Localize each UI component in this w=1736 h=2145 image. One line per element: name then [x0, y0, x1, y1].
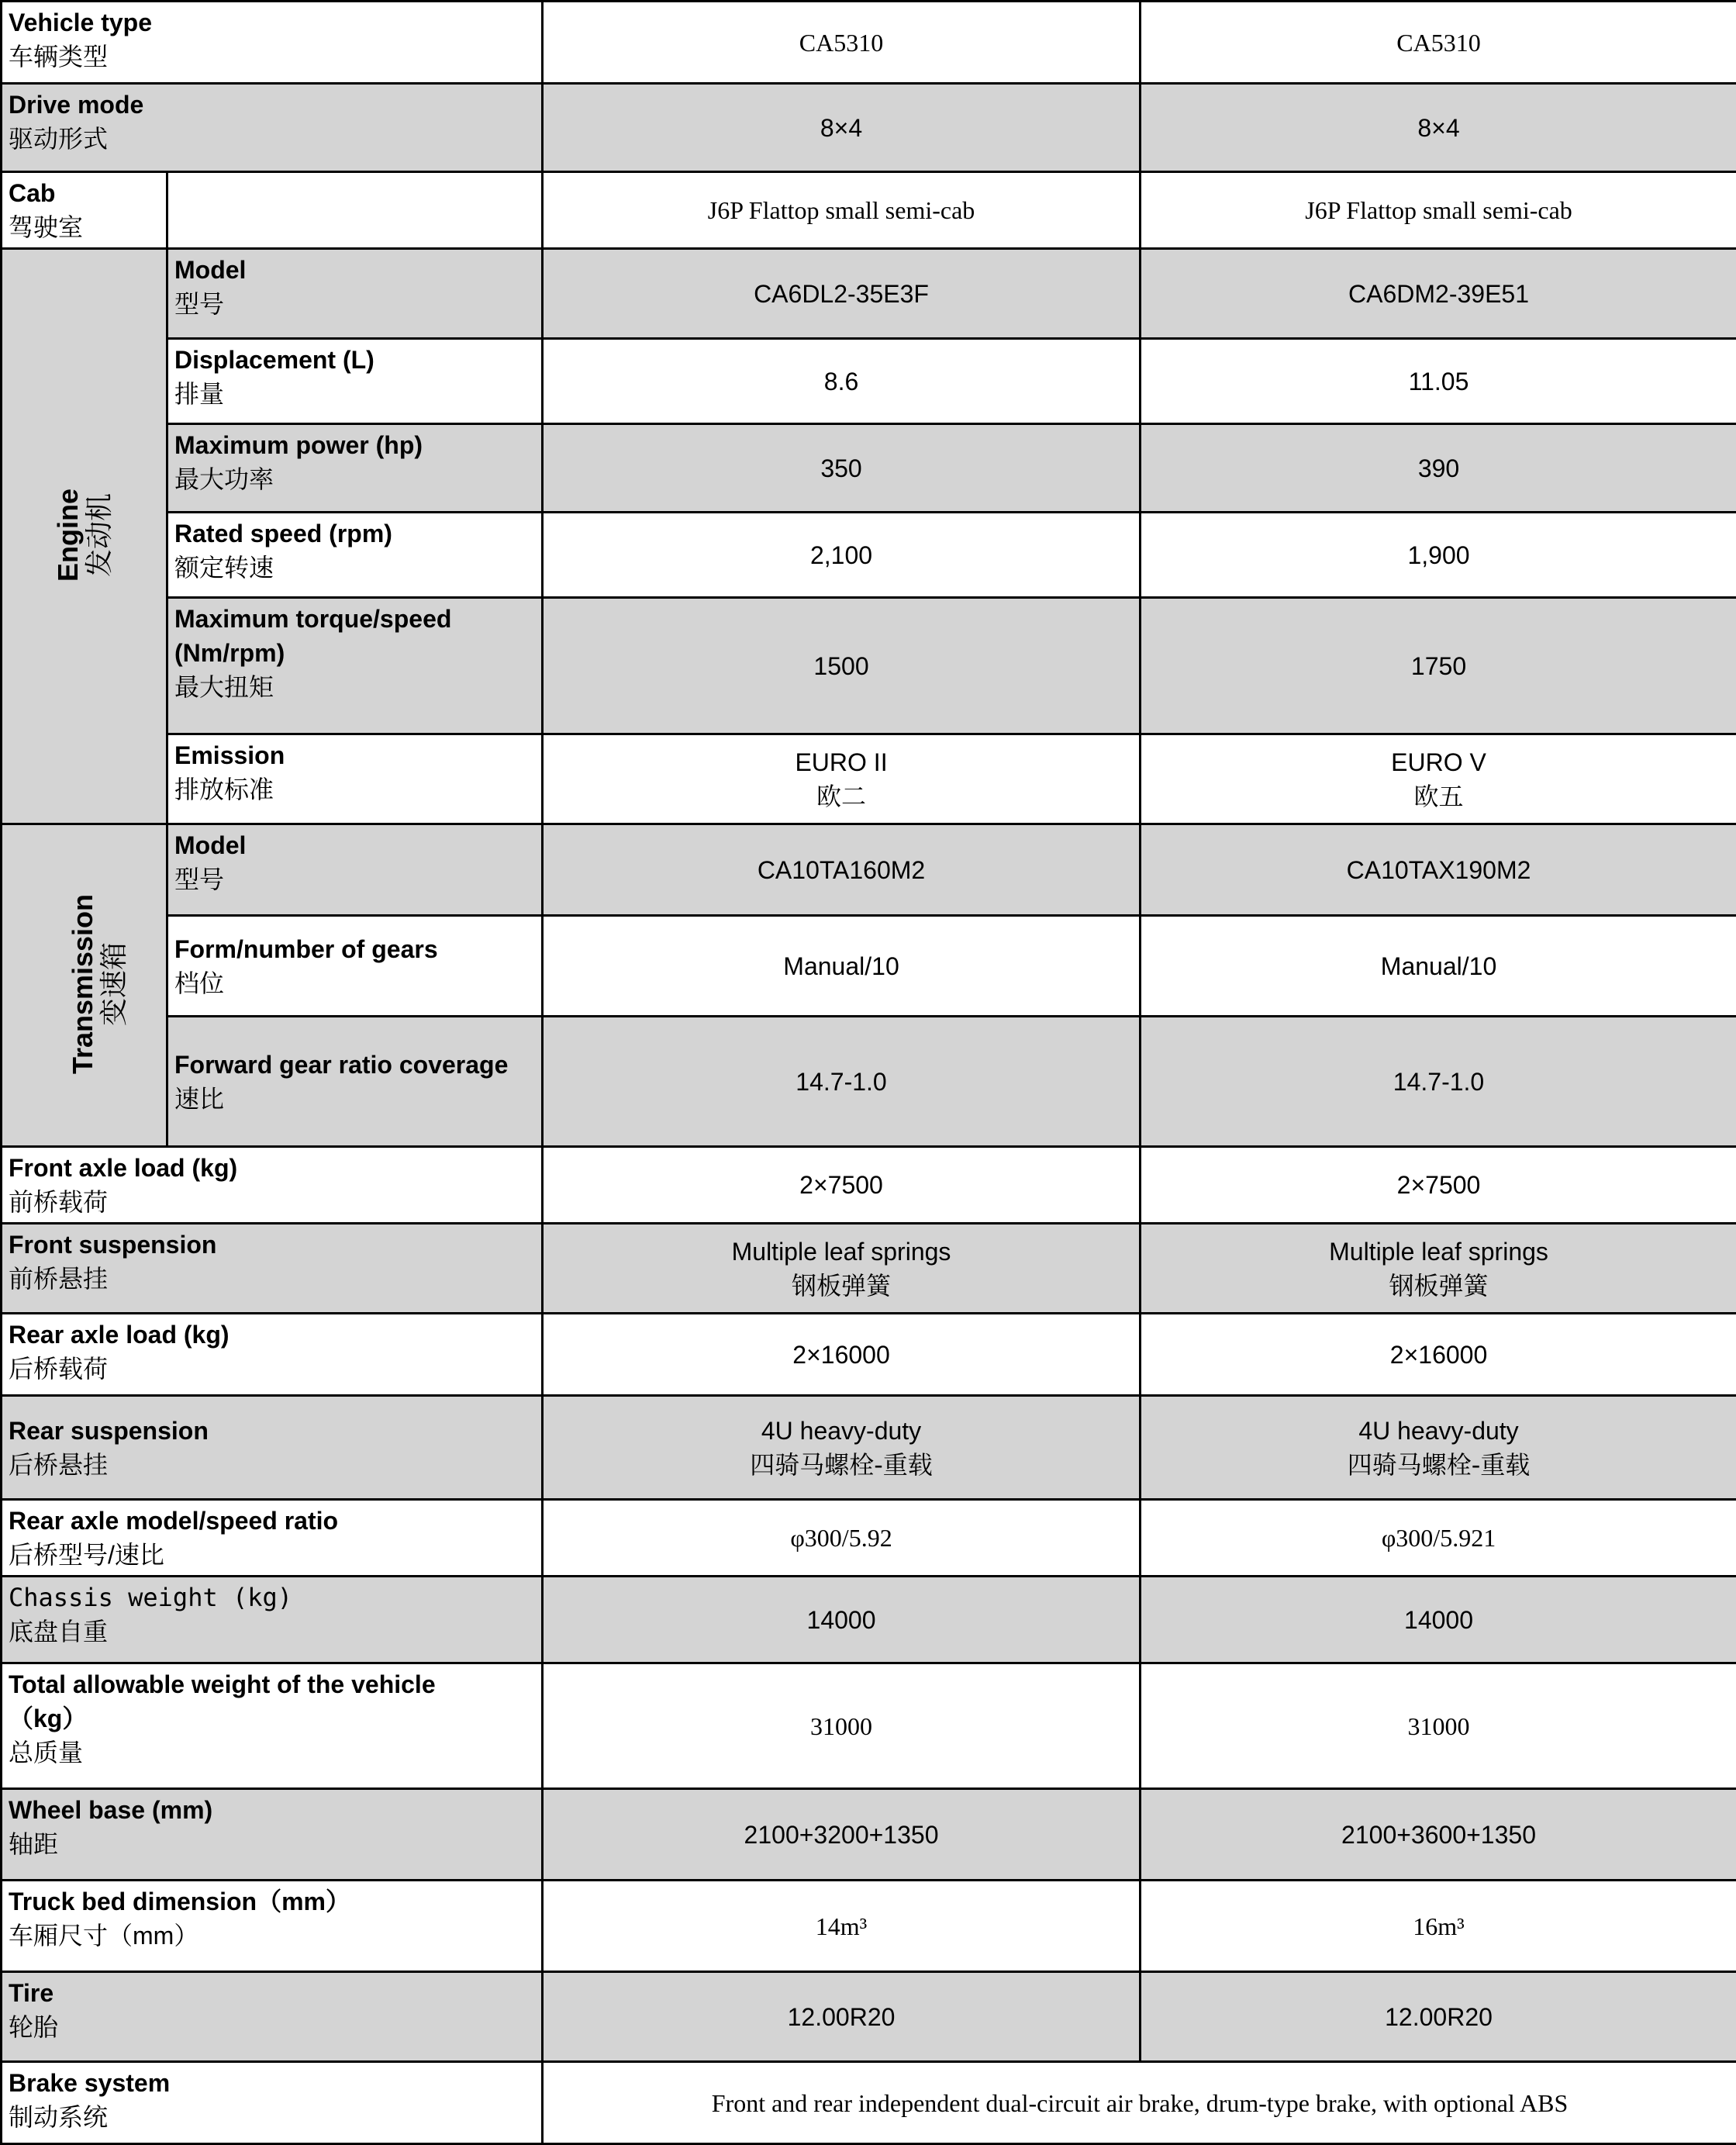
label-cn: 驾驶室: [9, 210, 160, 244]
rear-suspension-value-1-cn: 四骑马螺栓-重载: [550, 1448, 1133, 1482]
label-cn: 额定转速: [174, 551, 535, 585]
truck-bed-value-1: 14m³: [543, 1881, 1141, 1972]
chassis-weight-label: [2, 1577, 543, 1663]
row-transmission-model: [2, 824, 1736, 916]
row-front-suspension: [2, 1224, 1736, 1314]
tire-value-1: 12.00R20: [543, 1972, 1141, 2062]
rear-axle-model-value-1: φ300/5.92: [543, 1500, 1141, 1577]
rear-axle-load-label: [2, 1314, 543, 1396]
rated-speed-value-2: 1,900: [1141, 513, 1736, 598]
brake-system-label: [2, 2062, 543, 2144]
row-tire: [2, 1972, 1736, 2062]
front-suspension-label: [2, 1224, 543, 1314]
truck-bed-label: [2, 1881, 543, 1972]
label-en: Vehicle type: [9, 5, 535, 40]
label-cn: 排量: [174, 377, 535, 411]
label-cn: 底盘自重: [9, 1615, 535, 1649]
label-cn: 前桥悬挂: [9, 1262, 535, 1296]
label-en: Rear axle model/speed ratio: [9, 1504, 535, 1538]
engine-model-label: [167, 249, 543, 339]
label-cn: 前桥载荷: [9, 1185, 535, 1219]
row-engine-model: [2, 249, 1736, 339]
total-weight-label: [2, 1663, 543, 1789]
label-en: Maximum torque/speed: [174, 602, 535, 636]
label-cn: 后桥型号/速比: [9, 1538, 535, 1572]
front-suspension-value-2-en: Multiple leaf springs: [1329, 1238, 1548, 1266]
row-drive-mode: [2, 84, 1736, 172]
rear-axle-model-value-2: φ300/5.921: [1141, 1500, 1736, 1577]
drive-mode-value-1: 8×4: [543, 84, 1141, 172]
gear-ratio-value-1: 14.7-1.0: [543, 1017, 1141, 1147]
label-cn: 后桥载荷: [9, 1352, 535, 1386]
wheel-base-value-2: 2100+3600+1350: [1141, 1789, 1736, 1881]
row-wheel-base: [2, 1789, 1736, 1881]
cab-value-2: J6P Flattop small semi-cab: [1141, 172, 1736, 249]
row-brake-system: [2, 2062, 1736, 2144]
front-suspension-value-1-en: Multiple leaf springs: [732, 1238, 951, 1266]
rear-suspension-value-2-en: 4U heavy-duty: [1358, 1417, 1518, 1445]
label-en: Model: [174, 828, 535, 862]
rated-speed-label: [167, 513, 543, 598]
engine-model-value-1: CA6DL2-35E3F: [543, 249, 1141, 339]
tire-label: [2, 1972, 543, 2062]
label-cn: 车辆类型: [9, 40, 535, 74]
gears-value-2: Manual/10: [1141, 916, 1736, 1017]
rear-axle-load-value-2: 2×16000: [1141, 1314, 1736, 1396]
row-rated-speed: [2, 513, 1736, 598]
row-rear-suspension: [2, 1396, 1736, 1500]
front-suspension-value-1-cn: 钢板弹簧: [550, 1269, 1133, 1303]
group-en: Engine: [53, 489, 84, 582]
wheel-base-value-1: 2100+3200+1350: [543, 1789, 1141, 1881]
label-en: Model: [174, 253, 535, 287]
vehicle-type-label: [2, 2, 543, 84]
label-en: Displacement (L): [174, 343, 535, 377]
max-power-label: [167, 424, 543, 513]
rear-suspension-label: [2, 1396, 543, 1500]
row-chassis-weight: [2, 1577, 1736, 1663]
label-cn: 排放标准: [174, 772, 535, 807]
label-cn: 轮胎: [9, 2010, 535, 2044]
front-suspension-value-2: [1141, 1224, 1736, 1314]
max-torque-value-2: 1750: [1141, 598, 1736, 734]
gears-value-1: Manual/10: [543, 916, 1141, 1017]
label-cn: 型号: [174, 287, 535, 321]
label-en: Rear axle load (kg): [9, 1318, 535, 1352]
label-en: Emission: [174, 738, 535, 772]
max-torque-label: [167, 598, 543, 734]
label-en: Cab: [9, 176, 160, 210]
label-en: Tire: [9, 1976, 535, 2010]
row-cab: [2, 172, 1736, 249]
wheel-base-label: [2, 1789, 543, 1881]
truck-bed-value-2: 16m³: [1141, 1881, 1736, 1972]
row-emission: [2, 734, 1736, 824]
rear-axle-load-value-1: 2×16000: [543, 1314, 1141, 1396]
label-cn: 车厢尺寸（mm）: [9, 1919, 535, 1953]
gears-label: [167, 916, 543, 1017]
label-en: Total allowable weight of the vehicle: [9, 1667, 535, 1701]
max-power-value-2: 390: [1141, 424, 1736, 513]
label-cn: 驱动形式: [9, 122, 535, 156]
label-cn: 轴距: [9, 1827, 535, 1861]
transmission-group-label: [2, 824, 167, 1147]
row-gear-ratio: [2, 1017, 1736, 1147]
label-en: Front axle load (kg): [9, 1151, 535, 1185]
max-torque-value-1: 1500: [543, 598, 1141, 734]
front-suspension-value-2-cn: 钢板弹簧: [1148, 1269, 1730, 1303]
engine-model-value-2: CA6DM2-39E51: [1141, 249, 1736, 339]
label-cn: 后桥悬挂: [9, 1448, 535, 1482]
label-cn: 最大功率: [174, 462, 535, 496]
vehicle-type-value-2: CA5310: [1141, 2, 1736, 84]
total-weight-value-2: 31000: [1141, 1663, 1736, 1789]
group-cn: 变速箱: [98, 894, 129, 1074]
brake-system-value: Front and rear independent dual-circuit air brake, drum-type brake, with optional ABS: [543, 2062, 1736, 2144]
label-en: Front suspension: [9, 1228, 535, 1262]
emission-value-2-cn: 欧五: [1148, 779, 1730, 813]
transmission-model-value-2: CA10TAX190M2: [1141, 824, 1736, 916]
rear-suspension-value-1-en: 4U heavy-duty: [761, 1417, 921, 1445]
row-vehicle-type: [2, 2, 1736, 84]
row-rear-axle-load: [2, 1314, 1736, 1396]
rear-suspension-value-2-cn: 四骑马螺栓-重载: [1148, 1448, 1730, 1482]
row-front-axle-load: [2, 1147, 1736, 1224]
label-cn: 型号: [174, 862, 535, 896]
gear-ratio-value-2: 14.7-1.0: [1141, 1017, 1736, 1147]
drive-mode-label: [2, 84, 543, 172]
label-en: Rated speed (rpm): [174, 516, 535, 551]
group-en: Transmission: [67, 894, 98, 1074]
front-axle-load-label: [2, 1147, 543, 1224]
engine-group-label: [2, 249, 167, 824]
drive-mode-value-2: 8×4: [1141, 84, 1736, 172]
emission-value-2-en: EURO V: [1391, 748, 1486, 776]
chassis-weight-value-1: 14000: [543, 1577, 1141, 1663]
emission-value-1-cn: 欧二: [550, 779, 1133, 813]
cab-value-1: J6P Flattop small semi-cab: [543, 172, 1141, 249]
front-axle-load-value-2: 2×7500: [1141, 1147, 1736, 1224]
emission-label: [167, 734, 543, 824]
group-cn: 发动机: [84, 489, 115, 582]
displacement-value-1: 8.6: [543, 339, 1141, 424]
front-suspension-value-1: [543, 1224, 1141, 1314]
row-rear-axle-model: [2, 1500, 1736, 1577]
transmission-model-value-1: CA10TA160M2: [543, 824, 1141, 916]
label-en-2: (Nm/rpm): [174, 636, 535, 670]
row-truck-bed: [2, 1881, 1736, 1972]
vehicle-type-value-1: CA5310: [543, 2, 1141, 84]
label-en: Forward gear ratio coverage: [174, 1048, 535, 1082]
cab-blank-cell: [167, 172, 543, 249]
label-en: Rear suspension: [9, 1414, 535, 1448]
label-cn: 档位: [174, 966, 535, 1000]
front-axle-load-value-1: 2×7500: [543, 1147, 1141, 1224]
total-weight-value-1: 31000: [543, 1663, 1141, 1789]
label-en: Maximum power (hp): [174, 428, 535, 462]
rated-speed-value-1: 2,100: [543, 513, 1141, 598]
label-en: Truck bed dimension（mm）: [9, 1884, 535, 1919]
displacement-label: [167, 339, 543, 424]
label-cn: 总质量: [9, 1736, 535, 1770]
displacement-value-2: 11.05: [1141, 339, 1736, 424]
transmission-model-label: [167, 824, 543, 916]
rear-suspension-value-2: [1141, 1396, 1736, 1500]
tire-value-2: 12.00R20: [1141, 1972, 1736, 2062]
rear-axle-model-label: [2, 1500, 543, 1577]
row-gears: [2, 916, 1736, 1017]
cab-label: [2, 172, 167, 249]
label-en: Wheel base (mm): [9, 1793, 535, 1827]
rear-suspension-value-1: [543, 1396, 1141, 1500]
emission-value-1-en: EURO II: [795, 748, 887, 776]
label-en: Brake system: [9, 2066, 535, 2100]
label-en: Drive mode: [9, 88, 535, 122]
label-cn: 速比: [174, 1082, 535, 1116]
emission-value-2: [1141, 734, 1736, 824]
max-power-value-1: 350: [543, 424, 1141, 513]
emission-value-1: [543, 734, 1141, 824]
label-cn: 最大扭矩: [174, 670, 535, 704]
row-total-weight: [2, 1663, 1736, 1789]
gear-ratio-label: [167, 1017, 543, 1147]
label-en: Form/number of gears: [174, 932, 535, 966]
row-max-torque: [2, 598, 1736, 734]
row-displacement: [2, 339, 1736, 424]
row-max-power: [2, 424, 1736, 513]
label-cn: 制动系统: [9, 2100, 535, 2134]
chassis-weight-value-2: 14000: [1141, 1577, 1736, 1663]
label-en: Chassis weight (kg): [9, 1580, 535, 1615]
label-en-2: （kg）: [9, 1701, 535, 1736]
